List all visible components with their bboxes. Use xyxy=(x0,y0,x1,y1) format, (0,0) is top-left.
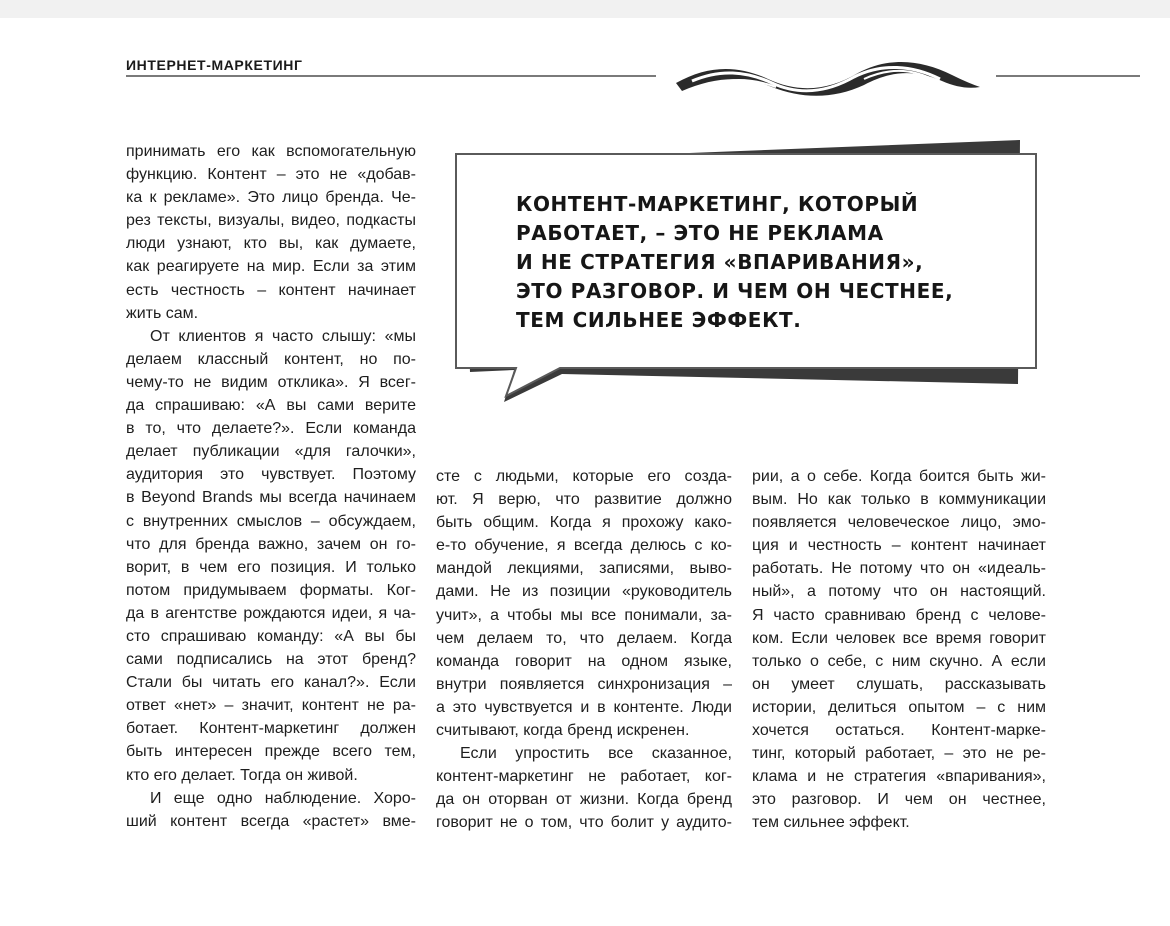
text-line: что для бренда важно, зачем он го- xyxy=(126,535,416,553)
text-line: кто его делает. Тогда он живой. xyxy=(126,766,358,784)
text-line: только о себе, с ним скучно. А если xyxy=(752,652,1046,670)
text-line: сами подписались на этот бренд? xyxy=(126,651,416,669)
text-line: как реагируете на мир. Если за этим xyxy=(126,258,416,276)
text-line: вым. Но как только в коммуникации xyxy=(752,491,1046,509)
text-line: принимать его как вспомогательную xyxy=(126,143,416,160)
text-line: люди узнают, кто вы, как думаете, xyxy=(126,235,416,253)
text-column-middle xyxy=(436,465,732,835)
top-margin-strip xyxy=(0,0,1170,18)
text-line: ший контент всегда «растет» вме- xyxy=(126,812,416,830)
text-line: чему-то не видим отклика». Я всег- xyxy=(126,373,416,391)
text-line: да он оторван от жизни. Когда бренд xyxy=(436,791,732,809)
text-line: в то, что делаете?». Если команда xyxy=(126,420,416,438)
paragraph-3 xyxy=(126,787,416,833)
text-line: в Beyond Brands мы всегда начинаем xyxy=(126,489,416,507)
text-line: ответ «нет» – значит, контент не ра- xyxy=(126,697,416,715)
text-line: он умеет слушать, рассказывать xyxy=(752,675,1046,693)
text-line: сто спрашиваю команду: «А вы бы xyxy=(126,627,416,645)
text-line: учит», а чтобы мы все понимали, за- xyxy=(436,606,732,624)
pull-quote-line: И НЕ СТРАТЕГИЯ «ВПАРИВАНИЯ», xyxy=(516,250,924,274)
text-line: И еще одно наблюдение. Хоро- xyxy=(150,789,416,807)
pull-quote xyxy=(440,138,1040,403)
text-line: жить сам. xyxy=(126,304,199,322)
text-line: команда говорит на одном языке, xyxy=(436,652,732,670)
pull-quote-line: ТЕМ СИЛЬНЕЕ ЭФФЕКТ. xyxy=(516,308,802,332)
text-line: истории, делиться опытом – с ним xyxy=(752,698,1046,716)
text-line: внутри появляется синхронизация – xyxy=(436,675,732,693)
text-line: говорит не о том, что болит у аудито- xyxy=(436,814,732,832)
text-line: е-то обучение, я всегда делюсь с ко- xyxy=(436,537,732,555)
text-line: сте с людьми, которые его созда- xyxy=(436,468,732,485)
text-line: аудитория это чувствует. Поэтому xyxy=(126,466,416,484)
text-line: а это чувствуется и в контенте. Люди xyxy=(436,698,732,716)
pull-quote-line: ЭТО РАЗГОВОР. И ЧЕМ ОН ЧЕСТНЕЕ, xyxy=(516,279,954,303)
section-title: ИНТЕРНЕТ-МАРКЕТИНГ xyxy=(126,57,303,73)
text-column-right xyxy=(752,465,1046,835)
text-line: да в агентстве рождаются идеи, я ча- xyxy=(126,604,416,622)
paragraph-4 xyxy=(436,465,732,742)
text-line: Стали бы читать его канал?». Если xyxy=(126,674,416,692)
paragraph-6 xyxy=(752,465,1046,835)
text-line: рии, а о себе. Когда боится быть жи- xyxy=(752,468,1046,485)
pull-quote-line: РАБОТАЕТ, – ЭТО НЕ РЕКЛАМА xyxy=(516,221,884,245)
text-line: работать. Не потому что он «идеаль- xyxy=(752,560,1046,578)
text-line: ботает. Контент-маркетинг должен xyxy=(126,720,416,738)
text-line: дами. Не из позиции «руководитель xyxy=(436,583,732,601)
text-line: Если упростить все сказанное, xyxy=(460,745,732,763)
text-line: да спрашиваю: «А вы сами верите xyxy=(126,397,416,415)
pull-quote-text xyxy=(516,190,996,335)
text-line: хочется остаться. Контент-марке- xyxy=(752,722,1046,740)
text-line: Я часто сравниваю бренд с челове- xyxy=(752,606,1046,624)
text-line: контент-маркетинг не работает, ког- xyxy=(436,768,732,786)
text-line: с внутренних смыслов – обсуждаем, xyxy=(126,512,416,530)
text-line: быть интересен прежде всего тем, xyxy=(126,743,416,761)
text-line: тинг, который работает, – это не ре- xyxy=(752,745,1046,763)
text-line: рез тексты, визуалы, видео, подкасты xyxy=(126,212,416,230)
text-line: клама и не стратегия «впаривания», xyxy=(752,768,1046,786)
text-line: ворит, в чем его позиция. И только xyxy=(126,558,416,576)
text-line: появляется человеческое лицо, эмо- xyxy=(752,514,1046,532)
text-column-left xyxy=(126,140,416,833)
text-line: тем сильнее эффект. xyxy=(752,814,910,832)
header-rule-right xyxy=(996,75,1140,77)
text-line: ка к рекламе». Это лицо бренда. Че- xyxy=(126,189,416,207)
paragraph-2 xyxy=(126,325,416,787)
pull-quote-line: КОНТЕНТ-МАРКЕТИНГ, КОТОРЫЙ xyxy=(516,192,919,216)
text-line: быть общим. Когда я прохожу како- xyxy=(436,514,732,532)
text-line: ный», а потому что он настоящий. xyxy=(752,583,1046,601)
text-line: ком. Если человек все время говорит xyxy=(752,629,1046,647)
text-line: ция и честность – контент начинает xyxy=(752,537,1046,555)
text-line: считывают, когда бренд искренен. xyxy=(436,722,690,740)
text-line: делаем классный контент, но по- xyxy=(126,350,416,368)
text-line: потом придумываем форматы. Ког- xyxy=(126,581,416,599)
text-line: чем делаем то, что делаем. Когда xyxy=(436,629,732,647)
header-rule-left xyxy=(126,75,656,77)
paragraph-1 xyxy=(126,140,416,325)
text-line: делает публикации «для галочки», xyxy=(126,443,416,461)
text-line: есть честность – контент начинает xyxy=(126,281,416,299)
text-line: функцию. Контент – это не «добав- xyxy=(126,166,416,184)
paragraph-5 xyxy=(436,742,732,834)
text-line: это разговор. И чем он честнее, xyxy=(752,791,1046,809)
text-line: От клиентов я часто слышу: «мы xyxy=(150,327,416,345)
text-line: ют. Я верю, что развитие должно xyxy=(436,491,732,509)
text-line: мандой лекциями, записями, выво- xyxy=(436,560,732,578)
wave-ornament-icon xyxy=(668,55,984,97)
